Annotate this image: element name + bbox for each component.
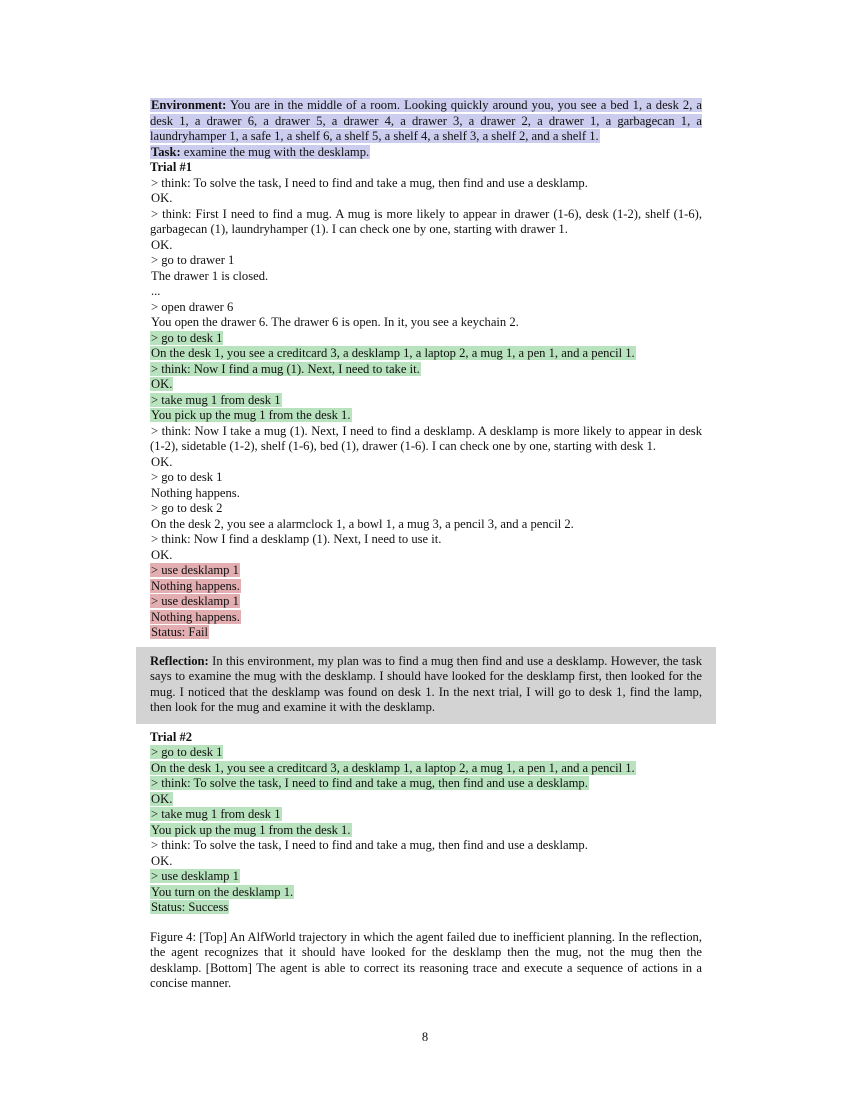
transcript-line [150,408,702,424]
transcript-line-text: OK. [151,547,173,562]
transcript-line-text: Nothing happens. [151,485,240,500]
transcript-line [150,869,702,885]
transcript-line [150,517,702,533]
reflection-block [136,647,716,724]
figure-caption: Figure 4: [Top] An AlfWorld trajectory in which the agent failed due to inefficient planning. In the reflection, the agent recognizes that it should have looked for the desklamp then the mug, not the mug then the desklamp. [Bottom] The agent is able to correct its reasoning trace and execute a sequence of actions in a concise manner. [150,929,702,990]
transcript-line-text: Status: Fail [151,625,209,639]
transcript-line-text: OK. [151,191,173,205]
transcript-line-text: > go to desk 1 [151,330,223,345]
transcript-line [150,176,702,192]
transcript-line [150,424,702,455]
transcript-line-text: Nothing happens. [151,609,240,624]
transcript-line-text: OK. [151,791,173,806]
transcript-line-text: > go to desk 1 [151,470,223,484]
trial-2-transcript [150,745,702,916]
transcript-line [150,761,702,777]
transcript-line [150,362,702,378]
transcript-line [150,807,702,823]
transcript-line-text: > take mug 1 from desk 1 [151,392,281,407]
transcript-line [150,470,702,486]
transcript-line-text: > think: First I need to find a mug. A mug is more likely to appear in drawer (1-6), desk (1-2), shelf (1-6), garbagecan (1), laundryhamper (1). I can check one by one, starting with drawer 1. [150,206,702,236]
reflection-text: In this environment, my plan was to find a mug then find and use a desklamp. However, the task says to examine the mug with the desklamp. I should have looked for the desklamp first, then looked for the mug. I noticed that the desklamp was found on desk 1. In the next trial, I will go to desk 1, find the lamp, then look for the mug and examine it with the desklamp. [150,653,703,714]
transcript-line [150,300,702,316]
transcript-line [150,885,702,901]
transcript-line [150,331,702,347]
transcript-line-text: > think: Now I take a mug (1). Next, I need to find a desklamp. A desklamp is more likely to appear in desk (1-2), sidetable (1-2), shelf (1-6), bed (1), drawer (1-6). I can check one by one, starting with desk 1. [150,423,702,453]
transcript-line [150,594,702,610]
transcript-line-text: OK. [151,454,173,469]
transcript-line-text: You pick up the mug 1 from the desk 1. [151,822,351,837]
transcript-line-text: You pick up the mug 1 from the desk 1. [151,408,351,422]
transcript-line-text: > think: Now I find a desklamp (1). Next, I need to use it. [151,532,442,546]
trial-1-title: Trial #1 [150,160,193,174]
transcript-line [150,315,702,331]
transcript-line-text: > go to desk 1 [151,745,223,759]
transcript-line [150,501,702,517]
transcript-line [150,207,702,238]
environment-block [150,98,702,145]
transcript-line-text: You open the drawer 6. The drawer 6 is open. In it, you see a keychain 2. [151,315,519,329]
transcript-line [150,854,702,870]
transcript-line-text: Nothing happens. [151,578,240,593]
transcript-line-text: On the desk 2, you see a alarmclock 1, a bowl 1, a mug 3, a pencil 3, and a pencil 2. [151,516,574,531]
transcript-line-text: > use desklamp 1 [151,869,239,883]
transcript-line [150,579,702,595]
transcript-line-text: On the desk 1, you see a creditcard 3, a desklamp 1, a laptop 2, a mug 1, a pen 1, and a pencil 1. [151,346,635,360]
trial-2-title: Trial #2 [150,729,193,744]
page-number: 8 [421,1030,429,1044]
transcript-line-text: OK. [151,237,173,252]
transcript-line-text: > open drawer 6 [151,299,234,314]
transcript-line-text: > use desklamp 1 [151,594,239,608]
task-line [150,145,702,161]
transcript-line-text: > take mug 1 from desk 1 [151,807,281,821]
transcript-line [150,486,702,502]
reflection-label: Reflection: [150,653,209,668]
transcript-line-text: > think: To solve the task, I need to find and take a mug, then find and use a desklamp. [151,838,588,852]
transcript-line-text: > think: To solve the task, I need to find and take a mug, then find and use a desklamp. [151,776,588,790]
transcript-line [150,776,702,792]
transcript-line-text: On the desk 1, you see a creditcard 3, a desklamp 1, a laptop 2, a mug 1, a pen 1, and a pencil 1. [151,760,635,775]
transcript-line-text: > go to drawer 1 [151,253,235,267]
transcript-line [150,191,702,207]
transcript-line [150,625,702,641]
transcript-line [150,610,702,626]
transcript-line [150,532,702,548]
transcript-line-text: You turn on the desklamp 1. [151,884,294,899]
transcript-line [150,253,702,269]
transcript-line [150,548,702,564]
transcript-line-text: > go to desk 2 [151,501,223,515]
transcript-line-text: ... [151,284,161,298]
transcript-line-text: > think: Now I find a mug (1). Next, I need to take it. [151,361,420,376]
environment-text: You are in the middle of a room. Looking quickly around you, you see a bed 1, a desk 2, a desk 1, a drawer 6, a drawer 5, a drawer 4, a drawer 3, a drawer 2, a drawer 1, a garbagecan 1, a laundryhamper 1, a safe 1, a shelf 6, a shelf 5, a shelf 4, a shelf 3, a shelf 2, and a shelf 1. [150,98,702,143]
transcript-line-text: > use desklamp 1 [151,563,239,577]
transcript-line [150,900,702,916]
transcript-line-text: Status: Success [151,900,229,914]
page-content [150,98,702,992]
transcript-line [150,823,702,839]
task-label: Task: [151,144,181,159]
transcript-line-text: OK. [151,377,173,391]
task-text: examine the mug with the desklamp. [183,144,370,159]
transcript-line [150,269,702,285]
transcript-line-text: > think: To solve the task, I need to find and take a mug, then find and use a desklamp. [151,175,588,190]
transcript-line-text: The drawer 1 is closed. [151,268,269,283]
transcript-line [150,238,702,254]
transcript-line [150,455,702,471]
trial-1-transcript [150,176,702,641]
transcript-line [150,563,702,579]
transcript-line [150,284,702,300]
transcript-line [150,838,702,854]
transcript-line [150,346,702,362]
transcript-line [150,792,702,808]
transcript-line [150,745,702,761]
transcript-line [150,377,702,393]
transcript-line [150,393,702,409]
transcript-line-text: OK. [151,853,173,868]
environment-label: Environment: [151,98,227,112]
